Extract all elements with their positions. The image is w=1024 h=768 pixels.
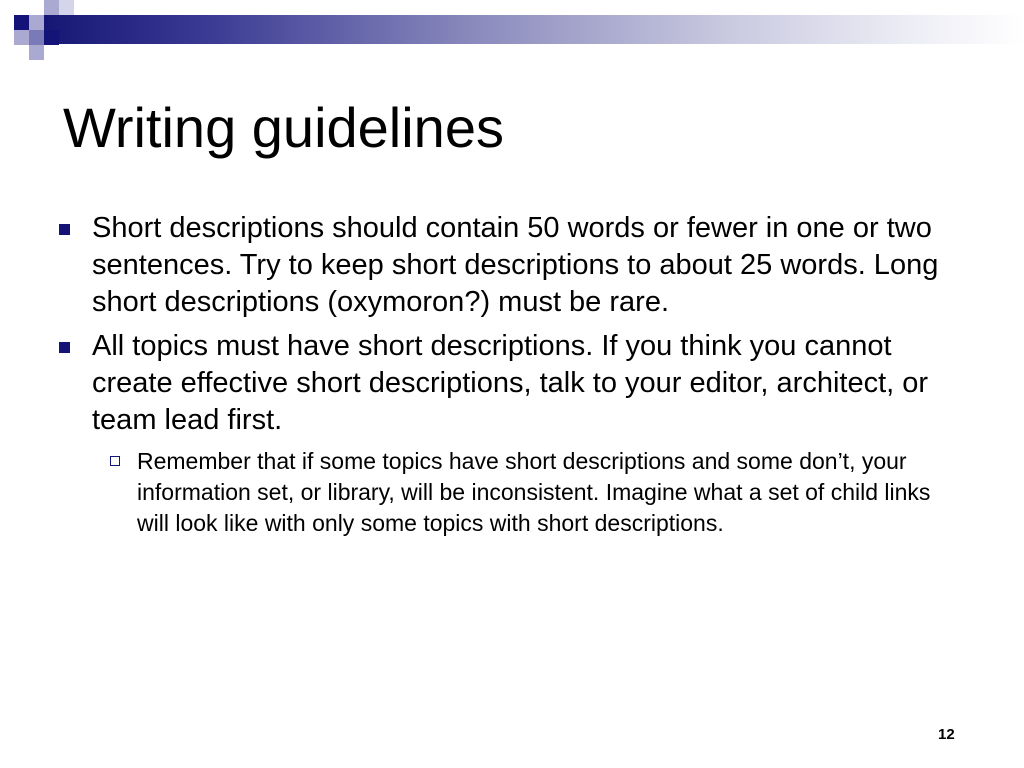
hollow-square-bullet-icon [110,456,120,466]
sub-bullet-item [137,446,956,539]
slide-title: Writing guidelines [63,96,504,159]
sub-bullet-text: Remember that if some topics have short descriptions and some don’t, your information set, or library, will be inconsistent. Imagine what a set of child links will look like with only some topics with short descriptions. [137,448,931,536]
header-decoration [0,0,1024,60]
bullet-item [56,328,956,439]
header-gradient-bar [36,15,1024,44]
slide-body [56,210,956,539]
page-number: 12 [938,726,955,743]
filled-square-bullet-icon [59,342,70,353]
bullet-text: Short descriptions should contain 50 words or fewer in one or two sentences. Try to keep short descriptions to about 25 words. Long short descriptions (oxymoron?) must be rare. [92,212,939,318]
decor-square-light [29,15,44,30]
decor-square-mid [29,30,44,45]
bullet-text: All topics must have short descriptions. If you think you cannot create effective short descriptions, talk to your editor, architect, or team lead first. [92,330,929,436]
decor-square-pale [59,0,74,15]
decor-square-light [14,30,29,45]
bullet-item [56,210,956,321]
decor-square-light [29,45,44,60]
filled-square-bullet-icon [59,224,70,235]
decor-square-navy [44,30,59,45]
decor-square-navy [14,15,29,30]
decor-square-light [44,0,59,15]
